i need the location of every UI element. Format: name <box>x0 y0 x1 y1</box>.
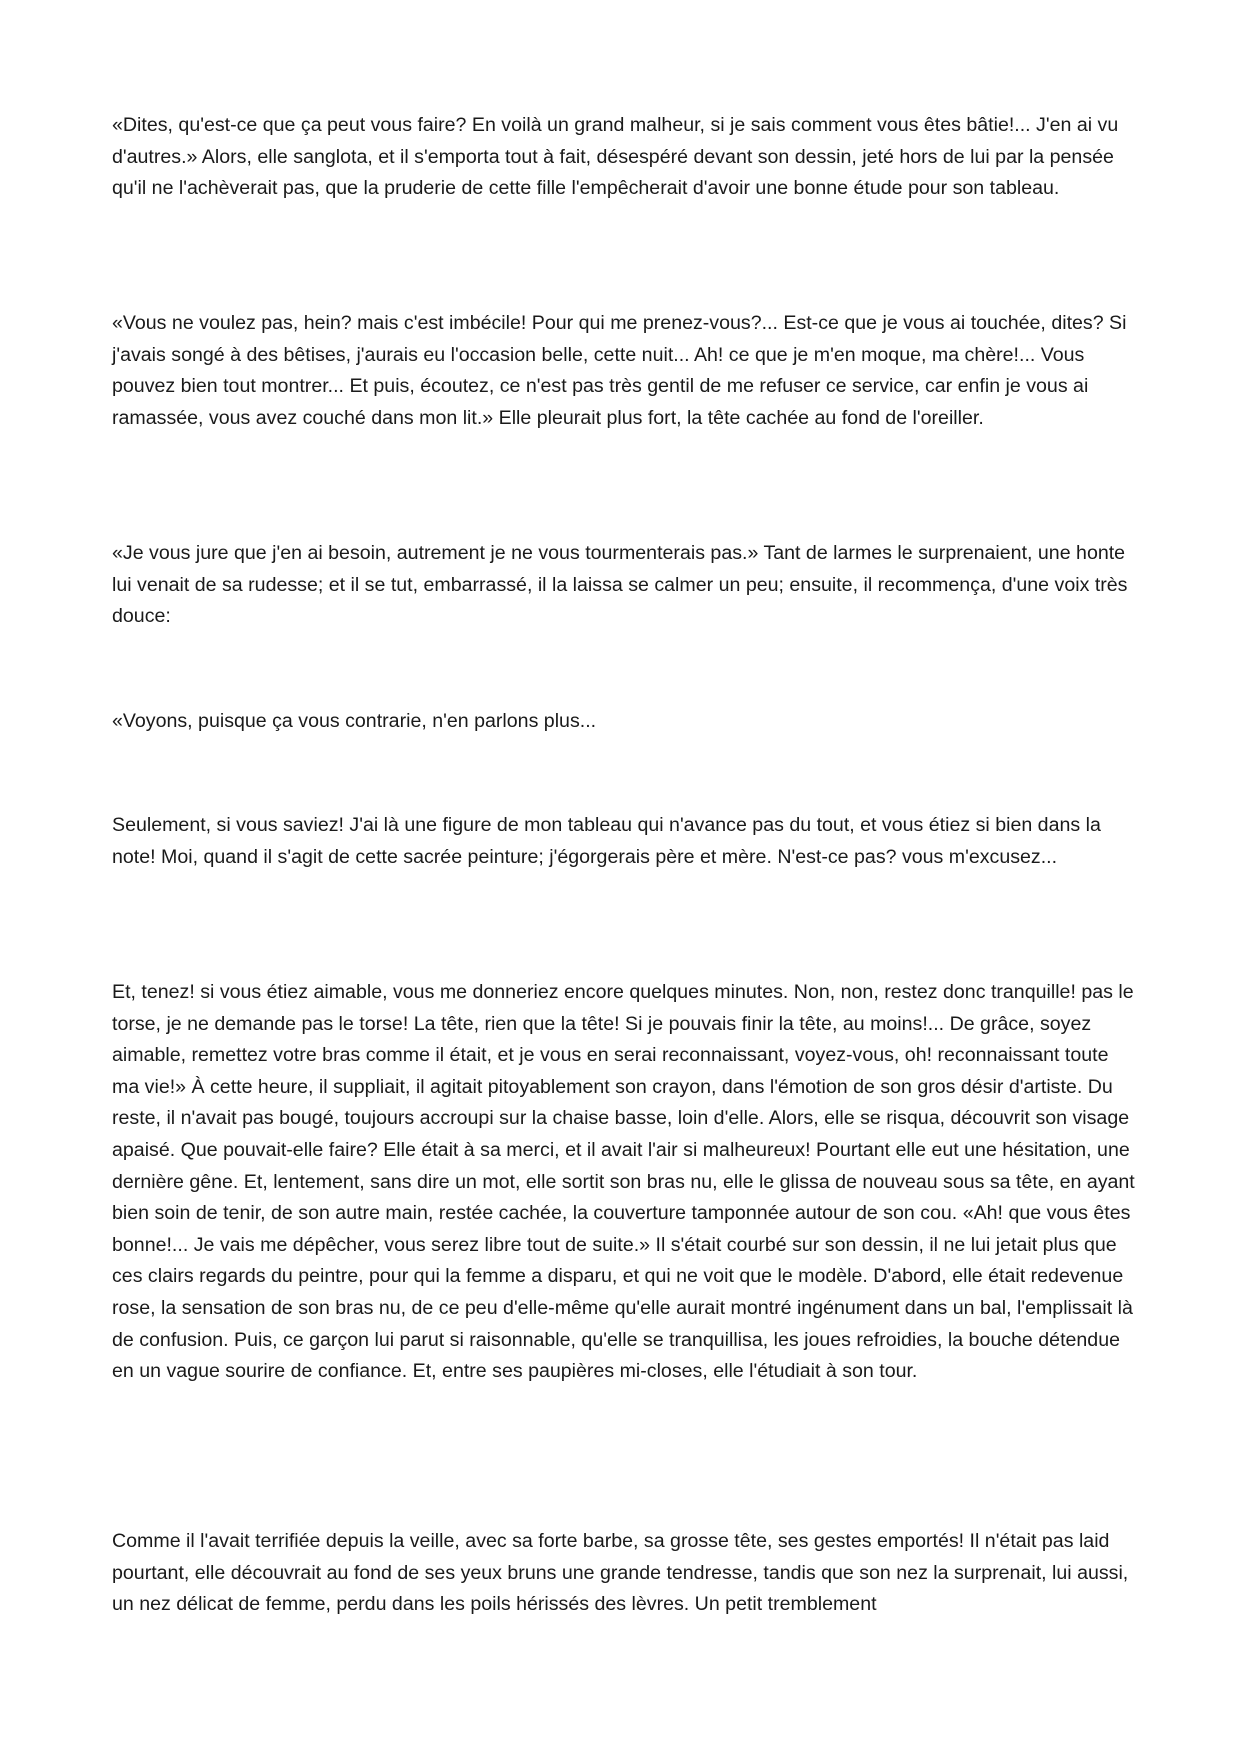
paragraph-7: Comme il l'avait terrifiée depuis la veille, avec sa forte barbe, sa grosse tête, ses gestes emportés! Il n'était pas laid pourtant, elle découvrait au fond de ses yeux bruns une grande tendresse, tandis que son nez la surprenait, lui aussi, un nez délicat de femme, perdu dans les poils hérissés des lèvres. Un petit tremblement <box>112 1530 1129 1616</box>
paragraph-4: «Voyons, puisque ça vous contrarie, n'en parlons plus... <box>112 710 597 732</box>
paragraph-5: Seulement, si vous saviez! J'ai là une figure de mon tableau qui n'avance pas du tout, et vous étiez si bien dans la note! Moi, quand il s'agit de cette sacrée peinture; j'égorgerais père et mère. N'est-ce pas? vous m'excusez... <box>112 814 1101 868</box>
paragraph-6: Et, tenez! si vous étiez aimable, vous me donneriez encore quelques minutes. Non, non, restez donc tranquille! pas le torse, je ne demande pas le torse! La tête, rien que la tête! Si je pouvais finir la tête, au moins!... De grâce, soyez aimable, remettez votre bras comme il était, et je vous en serai reconnaissant, voyez-vous, oh! reconnaissant toute ma vie!» À cette heure, il suppliait, il agitait pitoyablement son crayon, dans l'émotion de son gros désir d'artiste. Du reste, il n'avait pas bougé, toujours accroupi sur la chaise basse, loin d'elle. Alors, elle se risqua, découvrit son visage apaisé. Que pouvait-elle faire? Elle était à sa merci, et il avait l'air si malheureux! Pourtant elle eut une hésitation, une dernière gêne. Et, lentement, sans dire un mot, elle sortit son bras nu, elle le glissa de nouveau sous sa tête, en ayant bien soin de tenir, de son autre main, restée cachée, la couverture tamponnée autour de son cou. «Ah! que vous êtes bonne!... Je vais me dépêcher, vous serez libre tout de suite.» Il s'était courbé sur son dessin, il ne lui jetait plus que ces clairs regards du peintre, pour qui la femme a disparu, et qui ne voit que le modèle. D'abord, elle était redevenue rose, la sensation de son bras nu, de ce peu d'elle-même qu'elle aurait montré ingénument dans un bal, l'emplissait là de confusion. Puis, ce garçon lui parut si raisonnable, qu'elle se tranquillisa, les joues refroidies, la bouche détendue en un vague sourire de confiance. Et, entre ses paupières mi-closes, elle l'étudiait à son tour. <box>112 981 1135 1383</box>
paragraph-1: «Dites, qu'est-ce que ça peut vous faire? En voilà un grand malheur, si je sais comment vous êtes bâtie!... J'en ai vu d'autres.» Alors, elle sanglota, et il s'emporta tout à fait, désespéré devant son dessin, jeté hors de lui par la pensée qu'il ne l'achèverait pas, que la pruderie de cette fille l'empêcherait d'avoir une bonne étude pour son tableau. <box>112 114 1119 200</box>
paragraph-2: «Vous ne voulez pas, hein? mais c'est imbécile! Pour qui me prenez-vous?... Est-ce que je vous ai touchée, dites? Si j'avais songé à des bêtises, j'aurais eu l'occasion belle, cette nuit... Ah! ce que je m'en moque, ma chère!... Vous pouvez bien tout montrer... Et puis, écoutez, ce n'est pas très gentil de me refuser ce service, car enfin je vous ai ramassée, vous avez couché dans mon lit.» Elle pleurait plus fort, la tête cachée au fond de l'oreiller. <box>112 312 1127 429</box>
paragraph-3: «Je vous jure que j'en ai besoin, autrement je ne vous tourmenterais pas.» Tant de larmes le surprenaient, une honte lui venait de sa rudesse; et il se tut, embarrassé, il la laissa se calmer un peu; ensuite, il recommença, d'une voix très douce: <box>112 542 1128 628</box>
